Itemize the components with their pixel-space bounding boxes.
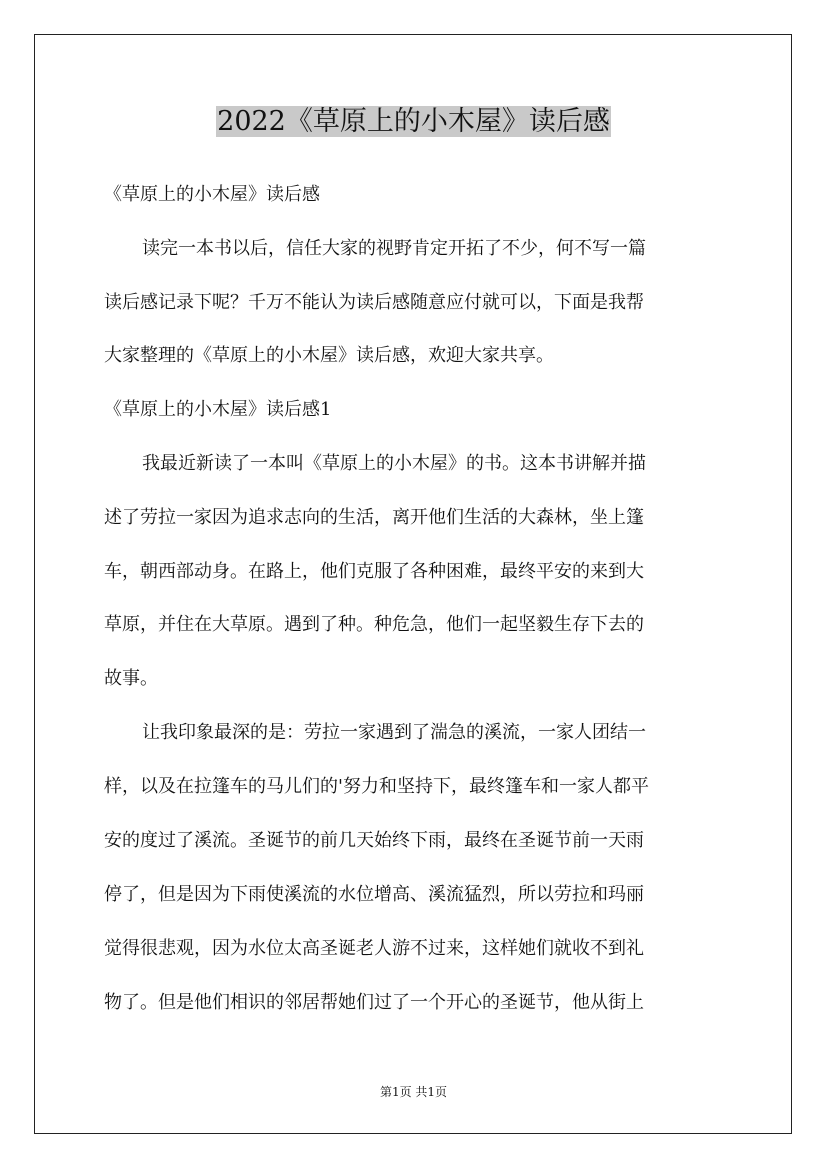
para1-line-4: 草原，并住在大草原。遇到了种。种危急，他们一起坚毅生存下去的 bbox=[104, 614, 644, 635]
para2-line-1: 让我印象最深的是：劳拉一家遇到了湍急的溪流，一家人团结一 bbox=[142, 722, 646, 743]
intro-line-1: 读完一本书以后，信任大家的视野肯定开拓了不少，何不写一篇 bbox=[142, 238, 646, 259]
para1-line-2: 述了劳拉一家因为追求志向的生活，离开他们生活的大森林，坐上篷 bbox=[104, 507, 644, 528]
para1-line-3: 车，朝西部动身。在路上，他们克服了各种困难，最终平安的来到大 bbox=[104, 561, 644, 582]
document-title-text: 2022《草原上的小木屋》读后感 bbox=[217, 106, 610, 137]
para1-line-5: 故事。 bbox=[104, 668, 158, 689]
section-heading-1: 《草原上的小木屋》读后感1 bbox=[104, 399, 332, 420]
intro-line-3: 大家整理的《草原上的小木屋》读后感，欢迎大家共享。 bbox=[104, 345, 554, 366]
para2-line-6: 物了。但是他们相识的邻居帮她们过了一个开心的圣诞节，他从街上 bbox=[104, 992, 644, 1013]
document-title bbox=[0, 104, 827, 140]
document-subtitle: 《草原上的小木屋》读后感 bbox=[104, 184, 320, 205]
para2-line-5: 觉得很悲观，因为水位太高圣诞老人游不过来，这样她们就收不到礼 bbox=[104, 938, 644, 959]
para2-line-2: 样，以及在拉篷车的马儿们的'努力和坚持下，最终篷车和一家人都平 bbox=[104, 776, 649, 797]
para1-line-1: 我最近新读了一本叫《草原上的小木屋》的书。这本书讲解并描 bbox=[142, 453, 646, 474]
para2-line-3: 安的度过了溪流。圣诞节的前几天始终下雨，最终在圣诞节前一天雨 bbox=[104, 830, 644, 851]
para2-line-4: 停了，但是因为下雨使溪流的水位增高、溪流猛烈，所以劳拉和玛丽 bbox=[104, 884, 644, 905]
intro-line-2: 读后感记录下呢？千万不能认为读后感随意应付就可以，下面是我帮 bbox=[104, 292, 644, 313]
page-footer: 第1页 共1页 bbox=[379, 1085, 448, 1099]
